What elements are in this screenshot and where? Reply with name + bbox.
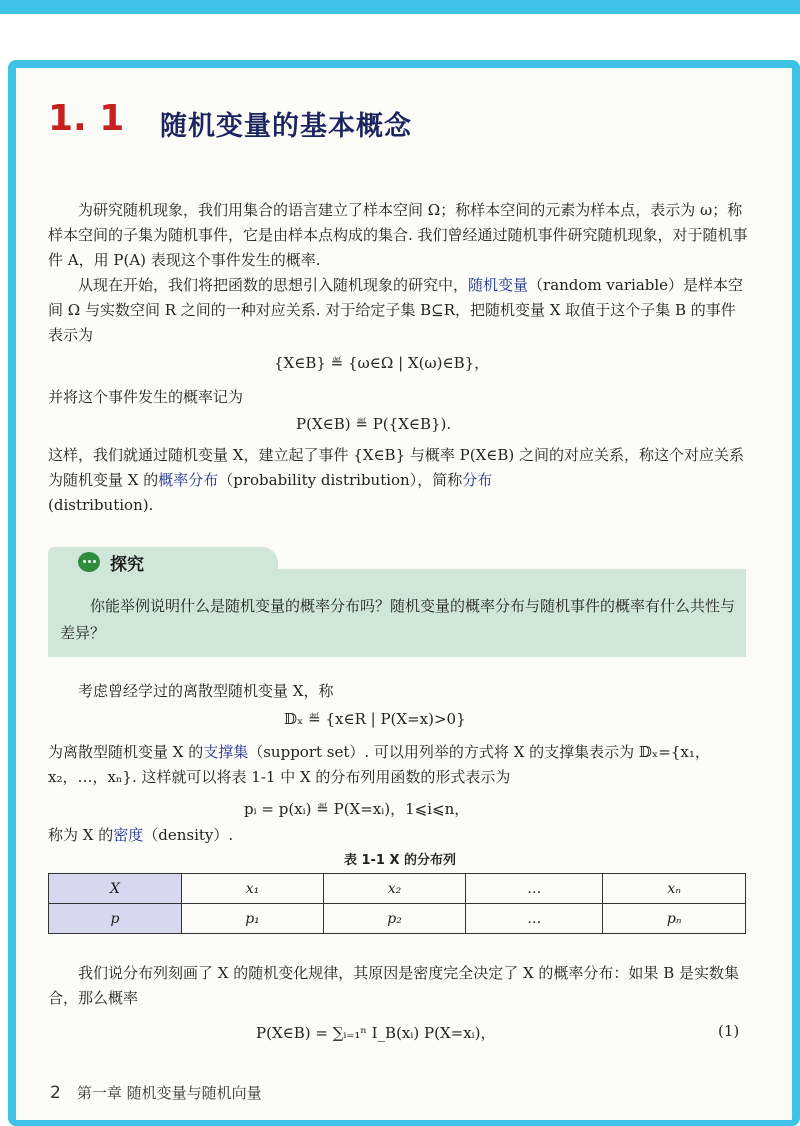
closing-paragraph: 我们说分布列刻画了 X 的随机变化规律，其原因是密度完全决定了 X 的概率分布：如果 B 是实数集合，那么概率 [48, 964, 739, 1007]
keyword-distribution: 分布 [462, 471, 493, 489]
table-cell: x₂ [324, 874, 466, 904]
table-cell: p [49, 904, 182, 934]
page-footer [50, 1082, 262, 1103]
explore-text: 你能举例说明什么是随机变量的概率分布吗？随机变量的概率分布与随机事件的概率有什么共性与差异？ [60, 597, 736, 642]
speech-bubble-icon [78, 552, 100, 572]
section-number: 1. 1 [48, 98, 125, 139]
discrete-paragraph-2 [48, 740, 748, 790]
text-run: (distribution). [48, 496, 154, 514]
table-cell: X [49, 874, 182, 904]
intro-paragraph-1: 为研究随机现象，我们用集合的语言建立了样本空间 Ω；称样本空间的元素为样本点，表示为 ω；称样本空间的子集为随机事件，它是由样本点构成的集合. 我们曾经通过随机事件研究随机现象，对于随机事件 A，用 P(A) 表现这个事件发生的概率. [48, 201, 748, 269]
explore-label: 探究 [110, 555, 144, 575]
table-cell: p₂ [324, 904, 466, 934]
table-cell: p₁ [182, 904, 324, 934]
text-run: （random variable）是样本空间 Ω 与实数空间 R 之间的一种对应关系. 对于给定子集 B⊆R，把随机变量 X 取值于这个子集 B 的事件表示为 [48, 276, 744, 344]
table-cell: x₁ [182, 874, 324, 904]
table-cell: pₙ [603, 904, 746, 934]
keyword-density: 密度 [113, 826, 144, 844]
text-run: （support set）. 可以用列举的方式将 X 的支撑集表示为 𝔻ₓ={x₁，x₂，…，xₙ}. 这样就可以将表 1-1 中 X 的分布列用函数的形式表示为 [48, 743, 710, 786]
keyword-probability-distribution: 概率分布 [158, 471, 219, 489]
top-color-bar [0, 0, 800, 14]
chapter-title: 第一章 随机变量与随机向量 [76, 1084, 262, 1102]
keyword-support-set: 支撑集 [203, 743, 249, 761]
table-cell: xₙ [603, 874, 746, 904]
equation-event-definition: {X∈B} ≝ {ω∈Ω | X(ω)∈B}， [274, 354, 490, 372]
text-run: 为离散型随机变量 X 的 [48, 743, 204, 761]
equation-probability-definition: P(X∈B) ≝ P({X∈B}). [296, 415, 452, 433]
equation-probability-sum: P(X∈B) = ∑ᵢ₌₁ⁿ I_B(xᵢ) P(X=xᵢ)， [256, 1024, 496, 1042]
keyword-random-variable: 随机变量 [468, 276, 529, 294]
text-run: 这样，我们就通过随机变量 X，建立起了事件 {X∈B} 与概率 P(X∈B) 之间的对应关系，称这个对应关系为随机变量 X 的 [48, 446, 745, 489]
intro-paragraph-2 [48, 273, 748, 348]
table-row [49, 874, 746, 904]
text-run: 从现在开始，我们将把函数的思想引入随机现象的研究中， [78, 276, 469, 294]
equation-density: pᵢ = p(xᵢ) ≝ P(X=xᵢ)，1⩽i⩽n， [244, 800, 470, 818]
page-number: 2 [50, 1083, 61, 1103]
explore-box [48, 547, 746, 657]
section-title: 随机变量的基本概念 [160, 111, 412, 142]
distribution-table [48, 873, 746, 934]
text-run: （density）. [143, 826, 234, 844]
text-run: 称为 X 的 [48, 826, 114, 844]
discrete-paragraph-1: 考虑曾经学过的离散型随机变量 X，称 [78, 682, 334, 700]
table-cell: … [466, 874, 603, 904]
table-cell: … [466, 904, 603, 934]
table-row [49, 904, 746, 934]
equation-number: (1) [718, 1022, 740, 1040]
intro-paragraph-4 [48, 443, 748, 518]
equation-support-set: 𝔻ₓ ≝ {x∈R | P(X=x)>0} [284, 710, 466, 728]
text-run: （probability distribution），简称 [218, 471, 463, 489]
table-caption: 表 1-1 X 的分布列 [343, 853, 457, 868]
intro-paragraph-3: 并将这个事件发生的概率记为 [48, 388, 244, 406]
discrete-paragraph-3 [48, 823, 748, 848]
